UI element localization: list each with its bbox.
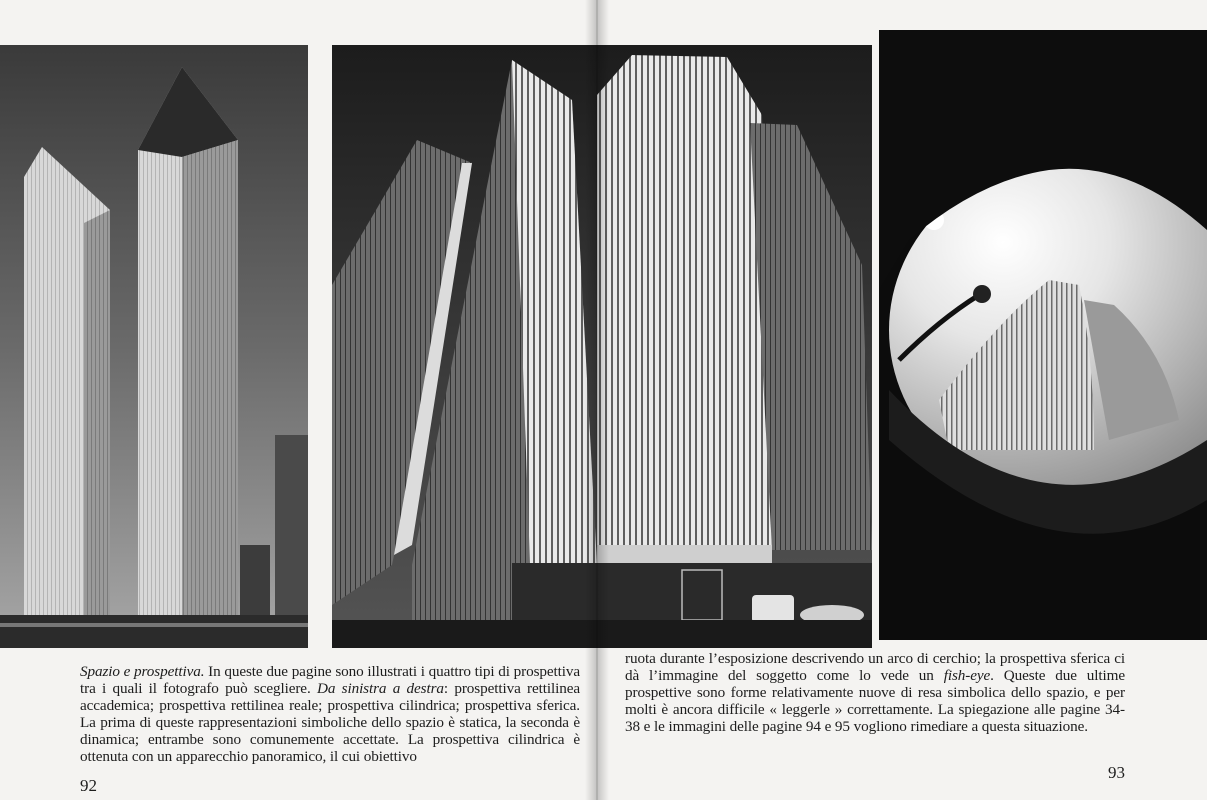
caption-right	[625, 650, 1125, 735]
caption-text-1: In queste due pagine sono illustrati i quattro tipi di prospettiva tra i quali il fotografo può scegliere.	[80, 663, 581, 697]
caption-right-text-2: . Queste due ultime prospettive sono forme relativamente nuove di resa simbolica dello spazio, e per molti è ancora difficile « leggerle » correttamente. La spiegazione alle pagine 34-38 e le immagini delle pagine 94 e 95 vogliono rimediare a questa situazione.	[625, 667, 1125, 735]
caption-left	[80, 663, 580, 765]
caption-fisheye-term: fish-eye	[943, 667, 991, 684]
caption-lead: Spazio e prospettiva.	[80, 663, 205, 680]
caption-direction: Da sinistra a destra	[316, 680, 444, 697]
photo-spherical-fisheye	[879, 30, 1207, 640]
photo-rectilinear-real-cylindrical	[332, 45, 872, 648]
page-number-right: 93	[1108, 763, 1125, 782]
caption-text-2: : prospettiva rettilinea accademica; prospettiva rettilinea reale; prospettiva cilindrica; prospettiva sferica. La prima di queste rappresentazioni simboliche dello spazio è statica, la seconda è dinamica; entrambe sono comunemente accettate. La prospettiva cilindrica è ottenuta con un apparecchio panoramico, il cui obiettivo	[80, 680, 580, 765]
caption-right-text-1: ruota durante l’esposizione descrivendo un arco di cerchio; la prospettiva sferica ci dà l’immagine del soggetto come lo vede un	[625, 650, 1125, 684]
photo-rectilinear-academic	[0, 45, 308, 648]
page-number-left: 92	[80, 776, 97, 795]
